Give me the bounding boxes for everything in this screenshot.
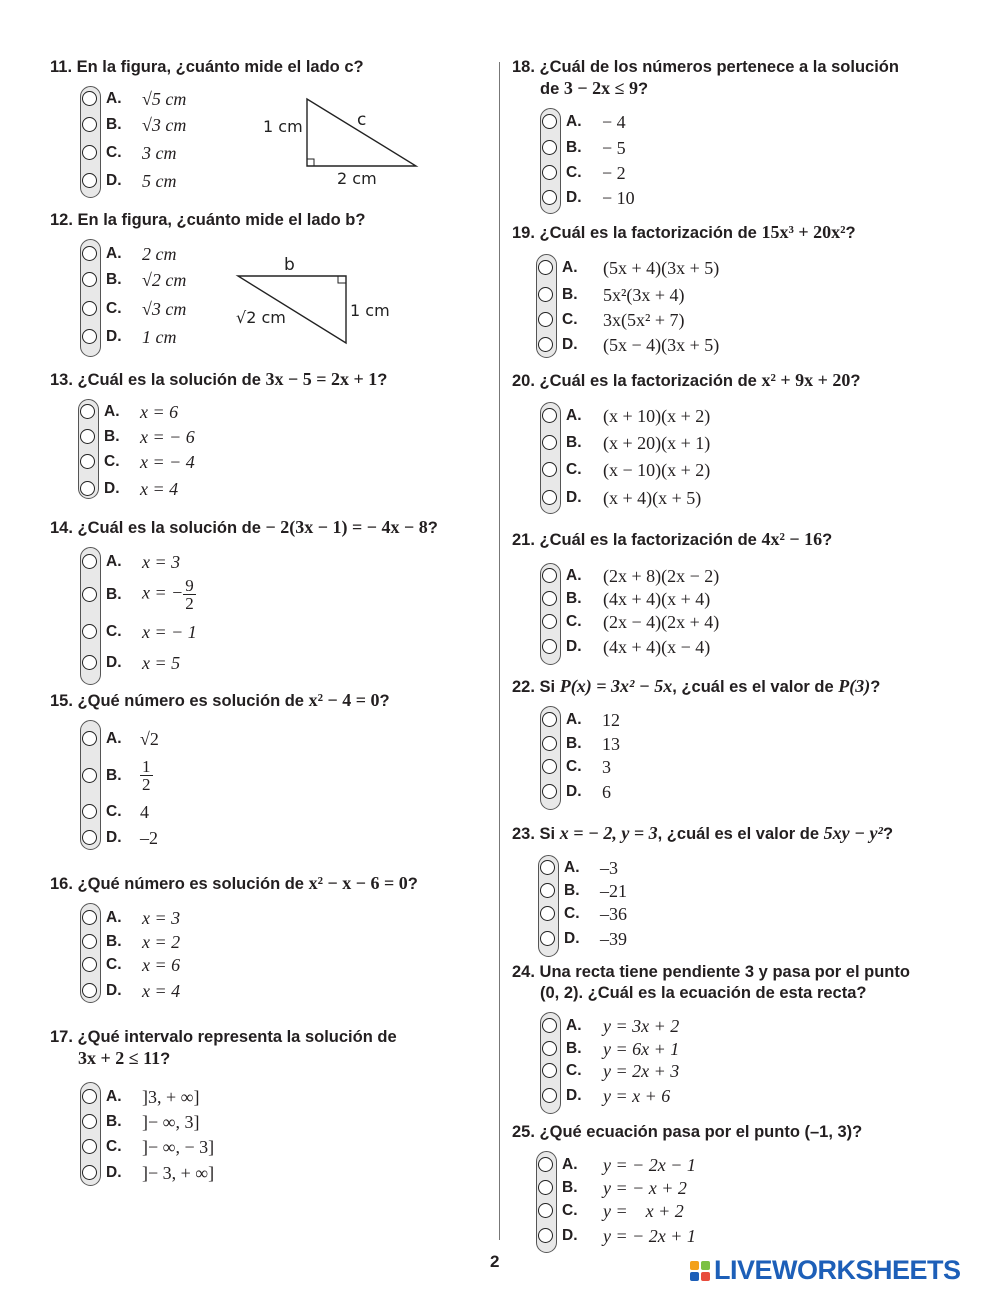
question-end: ? <box>870 678 881 696</box>
option-value: x = 2 <box>142 932 181 952</box>
option-c-radio[interactable] <box>82 301 97 316</box>
question-text: ¿Cuál es la factorización de <box>539 531 757 549</box>
option-letter: C. <box>566 613 582 630</box>
question-end: ? <box>379 692 390 710</box>
option-a-radio[interactable] <box>542 712 557 727</box>
question-end: ? <box>850 372 861 390</box>
option-letter: B. <box>564 882 580 899</box>
option-value <box>140 758 153 793</box>
option-letter: A. <box>106 553 122 570</box>
question-number: 23. <box>512 825 535 843</box>
option-d-radio[interactable] <box>542 490 557 505</box>
question-19 <box>512 222 856 358</box>
question-math-2: 5xy − y² <box>823 823 883 843</box>
option-value: 5 cm <box>142 171 177 191</box>
question-text: Si <box>539 825 556 843</box>
question-number: 24. <box>512 963 535 981</box>
question-text: ¿Qué ecuación pasa por el punto (–1, 3)? <box>539 1123 863 1141</box>
question-number: 25. <box>512 1123 535 1141</box>
question-end: ? <box>160 1050 171 1068</box>
option-letter: A. <box>564 859 580 876</box>
side-label-right: 1 cm <box>350 301 390 320</box>
option-value: x = 6 <box>142 955 181 975</box>
option-value: ]− ∞, 3] <box>142 1112 200 1132</box>
option-letter: C. <box>566 1062 582 1079</box>
option-value: (x − 10)(x + 2) <box>603 460 711 480</box>
option-c-radio[interactable] <box>82 804 97 819</box>
option-value: –39 <box>600 929 627 949</box>
option-value: (2x − 4)(2x + 4) <box>603 612 720 632</box>
option-value: –3 <box>600 858 618 878</box>
question-math: x² − x − 6 = 0 <box>308 873 408 893</box>
option-letter: B. <box>106 271 122 288</box>
option-letter: D. <box>106 654 122 671</box>
option-b-radio[interactable] <box>80 429 95 444</box>
option-b-radio[interactable] <box>82 272 97 287</box>
option-value: x = 5 <box>142 653 181 673</box>
option-letter: A. <box>104 403 120 420</box>
question-text: ¿Qué número es solución de <box>77 692 304 710</box>
option-c-radio[interactable] <box>82 145 97 160</box>
option-c-radio[interactable] <box>542 1063 557 1078</box>
question-22 <box>512 676 880 810</box>
option-value: √3 cm <box>142 299 187 319</box>
option-d-radio[interactable] <box>540 931 555 946</box>
question-20 <box>512 370 860 514</box>
option-letter: C. <box>106 803 122 820</box>
question-math: x² − 4 = 0 <box>308 690 380 710</box>
option-value <box>142 577 196 612</box>
option-value: (5x − 4)(3x + 5) <box>603 335 720 355</box>
option-d-radio[interactable] <box>538 337 553 352</box>
question-number: 16. <box>50 875 73 893</box>
question-number: 14. <box>50 519 73 537</box>
option-letter: C. <box>106 956 122 973</box>
option-letter: A. <box>566 711 582 728</box>
option-value: x = − 4 <box>140 452 195 472</box>
option-letter: D. <box>106 982 122 999</box>
option-value: 3 <box>602 757 611 777</box>
option-value: y = − 2x + 1 <box>603 1226 696 1246</box>
option-letter: C. <box>104 453 120 470</box>
option-a-radio[interactable] <box>542 114 557 129</box>
question-end: ? <box>822 531 833 549</box>
option-letter: D. <box>566 783 582 800</box>
option-value: ]− 3, + ∞] <box>142 1163 215 1183</box>
question-text: En la figura, ¿cuánto mide el lado b? <box>77 211 366 229</box>
option-a-radio[interactable] <box>82 91 97 106</box>
option-a-radio[interactable] <box>540 860 555 875</box>
option-letter: B. <box>106 1113 122 1130</box>
option-c-radio[interactable] <box>80 454 95 469</box>
option-letter: B. <box>566 735 582 752</box>
option-c-radio[interactable] <box>538 1203 553 1218</box>
option-b-radio[interactable] <box>82 587 97 602</box>
option-letter: D. <box>566 489 582 506</box>
option-letter: A. <box>562 259 578 276</box>
option-a-radio[interactable] <box>82 910 97 925</box>
question-end: ? <box>377 371 388 389</box>
question-text: ¿Cuál es la factorización de <box>539 372 757 390</box>
liveworksheets-logo[interactable] <box>690 1255 961 1286</box>
option-d-radio[interactable] <box>82 830 97 845</box>
side-label-top: b <box>284 255 295 275</box>
option-value: x = 3 <box>142 552 181 572</box>
option-d-radio[interactable] <box>82 329 97 344</box>
side-label-left: 1 cm <box>263 117 303 136</box>
question-end: ? <box>427 519 438 537</box>
option-letter: B. <box>106 586 122 603</box>
question-number: 13. <box>50 371 73 389</box>
question-number: 15. <box>50 692 73 710</box>
option-c-radio[interactable] <box>82 1139 97 1154</box>
question-25 <box>512 1122 862 1253</box>
side-label-hyp: √2 cm <box>236 308 286 327</box>
question-math: 3x − 5 = 2x + 1 <box>265 369 378 389</box>
option-value: (x + 10)(x + 2) <box>603 406 711 426</box>
option-value: x = 4 <box>142 981 181 1001</box>
option-value: − 10 <box>602 188 635 208</box>
option-letter: B. <box>562 1179 578 1196</box>
question-math-2: P(3) <box>838 676 871 696</box>
question-24 <box>512 962 910 1114</box>
option-b-radio[interactable] <box>542 1041 557 1056</box>
option-letter: C. <box>106 623 122 640</box>
option-b-radio[interactable] <box>540 883 555 898</box>
option-value: 1 cm <box>142 327 177 347</box>
fraction-numerator: 9 <box>185 576 194 595</box>
question-end: ? <box>845 224 856 242</box>
option-d-radio[interactable] <box>80 481 95 496</box>
option-letter: A. <box>106 909 122 926</box>
question-end: ? <box>882 825 894 843</box>
option-value: y = x + 2 <box>603 1201 684 1221</box>
option-letter: D. <box>106 829 122 846</box>
question-15 <box>50 690 390 850</box>
option-c-radio[interactable] <box>82 957 97 972</box>
option-a-radio[interactable] <box>542 1018 557 1033</box>
option-letter: A. <box>106 730 122 747</box>
option-a-radio[interactable] <box>82 246 97 261</box>
option-a-radio[interactable] <box>542 408 557 423</box>
question-number: 17. <box>50 1028 73 1046</box>
option-value: − 4 <box>602 112 626 132</box>
option-letter: D. <box>562 336 578 353</box>
option-b-radio[interactable] <box>538 1180 553 1195</box>
option-letter: D. <box>106 172 122 189</box>
question-text: Una recta tiene pendiente 3 y pasa por el punto <box>539 963 910 981</box>
question-text: ¿Cuál es la solución de <box>77 519 261 537</box>
option-a-radio[interactable] <box>82 554 97 569</box>
option-value: (x + 20)(x + 1) <box>603 433 711 453</box>
question-math: P(x) = 3x² − 5x <box>559 676 673 696</box>
option-value: (4x + 4)(x + 4) <box>603 589 711 609</box>
option-letter: D. <box>562 1227 578 1244</box>
option-letter: D. <box>564 930 580 947</box>
option-value: –2 <box>140 828 158 848</box>
question-number: 20. <box>512 372 535 390</box>
option-letter: C. <box>106 1138 122 1155</box>
fraction <box>183 577 196 612</box>
option-value-text: x = − <box>142 582 184 603</box>
option-value: ]3, + ∞] <box>142 1087 200 1107</box>
question-number: 11. <box>50 58 73 76</box>
question-17 <box>50 1027 397 1186</box>
question-math: − 2(3x − 1) = − 4x − 8 <box>265 517 428 537</box>
column-divider <box>499 62 500 1240</box>
option-a-radio[interactable] <box>542 568 557 583</box>
option-value: √2 cm <box>142 270 187 290</box>
option-value: 2 cm <box>142 244 177 264</box>
option-value: x = 6 <box>140 402 179 422</box>
option-value: 6 <box>602 782 611 802</box>
option-value: (x + 4)(x + 5) <box>603 488 702 508</box>
option-letter: D. <box>566 638 582 655</box>
option-letter: D. <box>566 189 582 206</box>
question-text: ¿Cuál es la factorización de <box>539 224 757 242</box>
question-math: 4x² − 16 <box>761 529 823 549</box>
triangle-figure-11 <box>255 92 425 187</box>
option-a-radio[interactable] <box>80 404 95 419</box>
option-b-radio[interactable] <box>538 287 553 302</box>
option-b-radio[interactable] <box>82 768 97 783</box>
option-value: y = 2x + 3 <box>603 1061 680 1081</box>
question-math: x = − 2, y = 3 <box>559 823 658 843</box>
question-text: ¿Qué número es solución de <box>77 875 304 893</box>
option-a-radio[interactable] <box>82 1089 97 1104</box>
option-value: 12 <box>602 710 620 730</box>
question-number: 12. <box>50 211 73 229</box>
option-letter: B. <box>106 767 122 784</box>
option-value: y = − 2x − 1 <box>603 1155 696 1175</box>
option-c-radio[interactable] <box>542 759 557 774</box>
option-c-radio[interactable] <box>540 906 555 921</box>
option-value: √5 cm <box>142 89 187 109</box>
option-letter: A. <box>106 90 122 107</box>
option-letter: D. <box>104 480 120 497</box>
question-23 <box>512 823 893 957</box>
option-c-radio[interactable] <box>542 165 557 180</box>
question-math: 3 − 2x ≤ 9 <box>563 78 638 98</box>
option-letter: A. <box>566 1017 582 1034</box>
option-b-radio[interactable] <box>82 1114 97 1129</box>
option-letter: C. <box>566 461 582 478</box>
option-letter: D. <box>106 328 122 345</box>
option-value: 4 <box>140 802 149 822</box>
option-letter: C. <box>562 311 578 328</box>
option-d-radio[interactable] <box>542 190 557 205</box>
question-text-2: , ¿cuál es el valor de <box>672 678 834 696</box>
option-letter: C. <box>562 1202 578 1219</box>
option-value: 5x²(3x + 4) <box>603 285 685 305</box>
option-b-radio[interactable] <box>542 435 557 450</box>
option-d-radio[interactable] <box>542 1088 557 1103</box>
question-end: ? <box>407 875 418 893</box>
question-number: 21. <box>512 531 535 549</box>
question-number: 19. <box>512 224 535 242</box>
question-math: x² + 9x + 20 <box>761 370 851 390</box>
option-d-radio[interactable] <box>538 1228 553 1243</box>
option-letter: B. <box>566 139 582 156</box>
option-letter: B. <box>566 590 582 607</box>
option-value: 3x(5x² + 7) <box>603 310 685 330</box>
option-a-radio[interactable] <box>538 1157 553 1172</box>
option-c-radio[interactable] <box>542 614 557 629</box>
question-text-2: de <box>540 80 560 98</box>
option-value: y = 6x + 1 <box>603 1039 680 1059</box>
option-letter: A. <box>566 407 582 424</box>
option-letter: A. <box>106 245 122 262</box>
option-value: ]− ∞, − 3] <box>142 1137 215 1157</box>
question-text-2: (0, 2). ¿Cuál es la ecuación de esta recta? <box>540 984 867 1002</box>
option-c-radio[interactable] <box>542 462 557 477</box>
option-letter: C. <box>566 164 582 181</box>
question-18 <box>512 57 899 214</box>
side-label-hyp: c <box>357 110 367 130</box>
question-16 <box>50 873 418 1003</box>
option-value: (4x + 4)(x − 4) <box>603 637 711 657</box>
question-text: ¿Qué intervalo representa la solución de <box>77 1028 397 1046</box>
option-value: 13 <box>602 734 620 754</box>
option-a-radio[interactable] <box>538 260 553 275</box>
option-d-radio[interactable] <box>82 1165 97 1180</box>
triangle-figure-12 <box>232 250 402 350</box>
option-d-radio[interactable] <box>82 983 97 998</box>
question-math: 3x + 2 ≤ 11 <box>78 1048 161 1068</box>
brand-name: LIVEWORKSHEETS <box>714 1255 961 1285</box>
question-text-2: , ¿cuál es el valor de <box>657 825 820 843</box>
option-value: (5x + 4)(3x + 5) <box>603 258 720 278</box>
question-text: En la figura, ¿cuánto mide el lado c? <box>76 58 364 76</box>
option-letter: B. <box>106 933 122 950</box>
fraction-denominator: 2 <box>142 775 151 794</box>
option-letter: A. <box>566 113 582 130</box>
fraction <box>140 758 153 793</box>
fraction-numerator: 1 <box>142 757 151 776</box>
option-letter: A. <box>566 567 582 584</box>
option-value: x = 3 <box>142 908 181 928</box>
option-letter: A. <box>106 1088 122 1105</box>
option-letter: C. <box>564 905 580 922</box>
option-value: x = − 1 <box>142 622 197 642</box>
option-value: y = 3x + 2 <box>603 1016 680 1036</box>
option-value: x = 4 <box>140 479 179 499</box>
option-letter: D. <box>566 1087 582 1104</box>
page-number: 2 <box>490 1252 500 1271</box>
option-b-radio[interactable] <box>82 934 97 949</box>
side-label-bottom: 2 cm <box>337 169 377 187</box>
option-value: –36 <box>600 904 627 924</box>
question-21 <box>512 529 832 665</box>
option-value: y = − x + 2 <box>603 1178 687 1198</box>
question-text: ¿Cuál de los números pertenece a la solución <box>539 58 899 76</box>
option-value: y = x + 6 <box>603 1086 671 1106</box>
option-letter: C. <box>106 300 122 317</box>
option-letter: B. <box>566 434 582 451</box>
option-b-radio[interactable] <box>542 140 557 155</box>
option-d-radio[interactable] <box>542 784 557 799</box>
option-value: –21 <box>600 881 627 901</box>
option-letter: C. <box>566 758 582 775</box>
option-a-radio[interactable] <box>82 731 97 746</box>
question-text: ¿Cuál es la solución de <box>77 371 261 389</box>
option-d-radio[interactable] <box>82 173 97 188</box>
option-value: √2 <box>140 729 159 749</box>
option-d-radio[interactable] <box>82 655 97 670</box>
option-d-radio[interactable] <box>542 639 557 654</box>
option-b-radio[interactable] <box>82 117 97 132</box>
option-b-radio[interactable] <box>542 736 557 751</box>
question-number: 18. <box>512 58 535 76</box>
option-c-radio[interactable] <box>538 312 553 327</box>
option-value: √3 cm <box>142 115 187 135</box>
option-value: − 5 <box>602 138 626 158</box>
question-13 <box>50 369 387 499</box>
option-letter: C. <box>106 144 122 161</box>
fraction-denominator: 2 <box>185 594 194 613</box>
option-letter: A. <box>562 1156 578 1173</box>
option-b-radio[interactable] <box>542 591 557 606</box>
option-letter: B. <box>562 286 578 303</box>
option-value: (2x + 8)(2x − 2) <box>603 566 720 586</box>
option-value: 3 cm <box>142 143 177 163</box>
question-14 <box>50 517 438 685</box>
question-math: 15x³ + 20x² <box>761 222 846 242</box>
option-letter: B. <box>566 1040 582 1057</box>
question-text: Si <box>539 678 556 696</box>
option-letter: D. <box>106 1164 122 1181</box>
option-value: − 2 <box>602 163 626 183</box>
option-letter: B. <box>106 116 122 133</box>
logo-icon <box>690 1261 710 1281</box>
option-value: x = − 6 <box>140 427 195 447</box>
option-c-radio[interactable] <box>82 624 97 639</box>
question-number: 22. <box>512 678 535 696</box>
option-letter: B. <box>104 428 120 445</box>
question-end: ? <box>638 80 649 98</box>
